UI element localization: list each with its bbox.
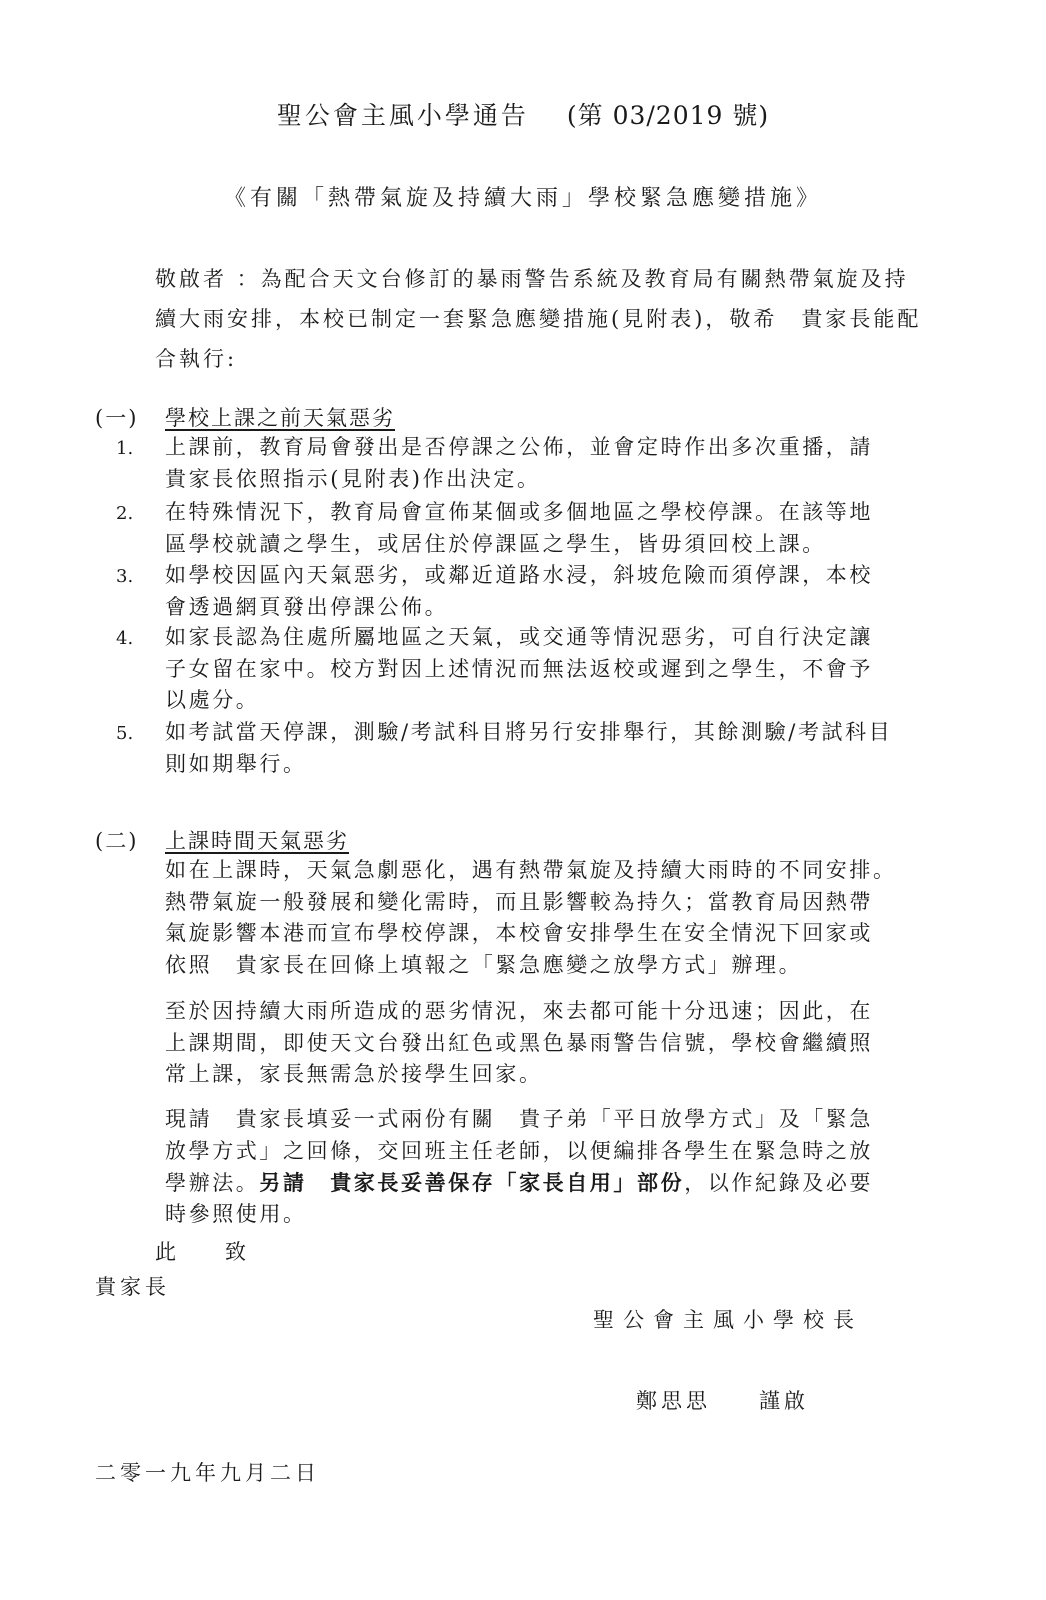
section2-paragraph-2 (165, 996, 873, 1091)
notice-date: 二零一九年九月二日 (95, 1461, 320, 1485)
section1-item-5 (165, 717, 892, 780)
item-number: 2. (116, 503, 134, 524)
intro-paragraph (155, 259, 975, 379)
item-line: 區學校就讀之學生，或居住於停課區之學生，皆毋須回校上課。 (165, 531, 826, 556)
section1-item-1 (165, 432, 873, 495)
section2-title: 上課時間天氣惡劣 (165, 829, 349, 853)
section1-title: 學校上課之前天氣惡劣 (165, 406, 395, 430)
para-line (165, 1167, 873, 1199)
notice-title: 聖公會主風小學通告 (276, 101, 529, 130)
item-number: 1. (116, 438, 134, 459)
item-line: 如學校因區內天氣惡劣，或鄰近道路水浸，斜坡危險而須停課，本校 (165, 563, 873, 587)
intro-line: 敬啟者 ：為配合天文台修訂的暴雨警告系統及教育局有關熱帶氣旋及持 (155, 267, 909, 291)
item-line: 子女留在家中。校方對因上述情況而無法返校或遲到之學生，不會予 (165, 656, 873, 681)
recipient: 貴家長 (95, 1275, 170, 1299)
item-line: 貴家長依照指示(見附表)作出決定。 (165, 466, 541, 491)
para-line: 常上課，家長無需急於接學生回家。 (165, 1062, 543, 1086)
para-line: 時參照使用。 (165, 1201, 307, 1226)
salutation: 此 致 (155, 1240, 260, 1264)
item-line: 上課前，教育局會發出是否停課之公佈，並會定時作出多次重播，請 (165, 435, 873, 459)
item-line: 如考試當天停課，測驗/考試科目將另行安排舉行，其餘測驗/考試科目 (165, 720, 893, 744)
para-line: 如在上課時，天氣急劇惡化，遇有熱帶氣旋及持續大雨時的不同安排。 (165, 858, 897, 882)
item-line: 以處分。 (165, 688, 260, 712)
para-line: 至於因持續大雨所造成的惡劣情況，來去都可能十分迅速；因此，在 (165, 999, 873, 1023)
section2-paragraph-1 (165, 855, 897, 981)
item-line: 會透過網頁發出停課公佈。 (165, 594, 449, 619)
para-line: 依照 貴家長在回條上填報之「緊急應變之放學方式」辦理。 (165, 952, 803, 977)
para-line: 現請 貴家長填妥一式兩份有關 貴子弟「平日放學方式」及「緊急 (165, 1107, 873, 1131)
section1-item-3 (165, 560, 873, 623)
section1-item-2 (165, 497, 873, 560)
para-line: 氣旋影響本港而宣布學校停課，本校會安排學生在安全情況下回家或 (165, 921, 873, 945)
section1-item-4 (165, 622, 873, 717)
para-line: 熱帶氣旋一般發展和變化需時，而且影響較為持久；當教育局因熱帶 (165, 889, 873, 914)
notice-title-row (0, 96, 1046, 132)
notice-subtitle: 《有關「熱帶氣旋及持續大雨」學校緊急應變措施》 (223, 186, 822, 211)
section2-label: (二) (95, 829, 139, 853)
para-line: 放學方式」之回條，交回班主任老師，以便編排各學生在緊急時之放 (165, 1138, 873, 1163)
emphasis-text: 另請 貴家長妥善保存「家長自用」部份 (259, 1170, 685, 1195)
para-line: 上課期間，即使天文台發出紅色或黑色暴雨警告信號，學校會繼續照 (165, 1030, 873, 1055)
notice-number: (第 03/2019 號) (566, 101, 770, 130)
intro-line: 續大雨安排，本校已制定一套緊急應變措施(見附表)，敬希 貴家長能配 (155, 307, 922, 331)
item-line: 則如期舉行。 (165, 751, 307, 776)
para-text: 學辦法。 (165, 1171, 260, 1195)
item-number: 4. (116, 628, 134, 649)
intro-line: 合執行: (155, 347, 238, 371)
section1-label: (一) (95, 406, 139, 430)
item-number: 3. (116, 566, 134, 587)
school-principal-title: 聖公會主風小學校長 (593, 1308, 863, 1332)
item-number: 5. (116, 723, 134, 744)
section2-paragraph-3 (165, 1104, 873, 1230)
para-text: ，以作紀錄及必要 (684, 1171, 874, 1195)
item-line: 如家長認為住處所屬地區之天氣，或交通等情況惡劣，可自行決定讓 (165, 625, 873, 649)
respectfully: 謹啟 (759, 1389, 809, 1413)
principal-name: 鄭思思 (636, 1389, 711, 1413)
item-line: 在特殊情況下，教育局會宣佈某個或多個地區之學校停課。在該等地 (165, 500, 873, 524)
